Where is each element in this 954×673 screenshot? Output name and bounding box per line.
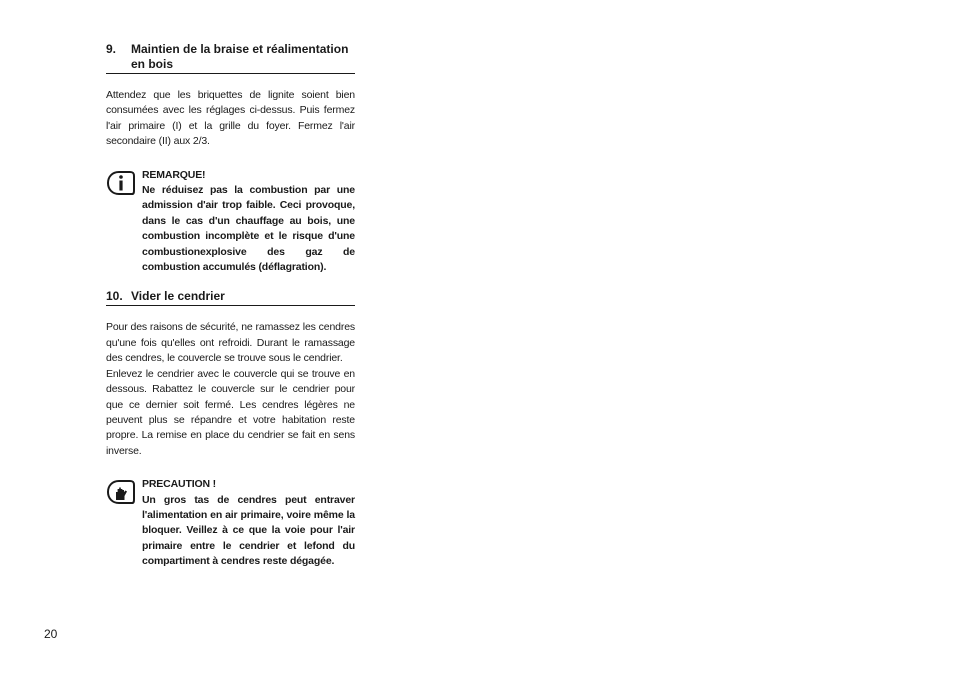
section-10-paragraph-1: Pour des raisons de sécurité, ne ramassez les cendres qu'une fois qu'elles ont refroidi. Durant le ramassage des cendres, le couvercle se trouve sous le cendrier.: [106, 321, 355, 365]
section-10-number: 10.: [106, 289, 123, 304]
text-column: [106, 42, 355, 570]
precaution-body: [142, 477, 355, 569]
section-9-number: 9.: [106, 42, 117, 56]
remarque-text: Ne réduisez pas la combustion par une admission d'air trop faible. Ceci provoque, dans le cas d'un chauffage au bois, une combustion incomplète et le risque d'une combustionexplosive des gaz de combustion accumulés (déflagration).: [142, 184, 355, 274]
section-9-paragraph: Attendez que les briquettes de lignite soient bien consumées avec les réglages ci-dessus. Puis fermez l'air primaire (I) et la grille du foyer. Fermez l'air secondaire (II) aux 2/3.: [106, 89, 355, 148]
section-9-title: Maintien de la braise et réalimentation en bois: [131, 42, 349, 71]
remarque-body: [142, 168, 355, 276]
info-icon: [106, 170, 136, 196]
caution-hand-icon: [106, 479, 136, 505]
section-10-title: Vider le cendrier: [131, 289, 225, 304]
section-10-paragraph-2: Enlevez le cendrier avec le couvercle qui se trouve en dessous. Rabattez le couvercle sur le cendrier pour que ce dernier soit fermé. Les cendres légères ne peuvent plus se répandre et votre habitation reste propre. La remise en place du cendrier se fait en sens inverse.: [106, 367, 355, 457]
remarque-note: [106, 168, 355, 276]
page-number: 20: [44, 627, 58, 641]
precaution-label: PRECAUTION !: [142, 478, 217, 491]
precaution-text: Un gros tas de cendres peut entraver l'alimentation en air primaire, voire même la bloquer. Veillez à ce que la voie pour l'air primaire entre le cendrier et lefond du compartiment à cendres reste dégagée.: [142, 493, 355, 568]
section-9-heading: [106, 42, 355, 74]
remarque-label: REMARQUE!: [142, 168, 206, 181]
section-10-heading: [106, 289, 355, 306]
precaution-note: [106, 477, 355, 569]
